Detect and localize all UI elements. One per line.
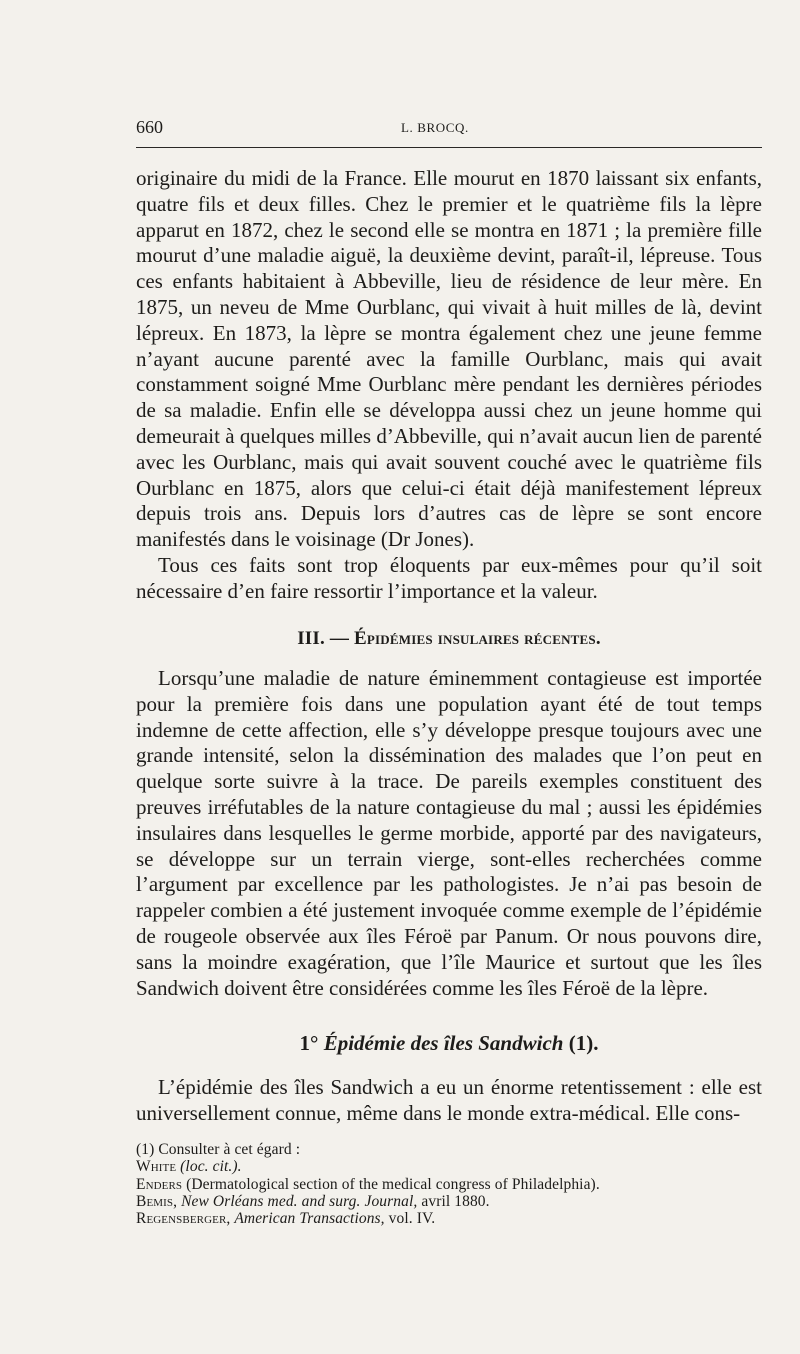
footnote-line-4 <box>136 1193 762 1210</box>
body-paragraph-conclusion: Tous ces faits sont trop éloquents par eux-mêmes pour qu’il soit nécessaire d’en faire ressortir l’importance et la valeur. <box>136 552 762 603</box>
footnote-line-5 <box>136 1210 762 1227</box>
subsection-title: Épidémie des îles Sandwich <box>323 1031 564 1055</box>
main-text-middle <box>136 666 762 1001</box>
page-header <box>136 117 762 148</box>
subsection-number: 1° <box>299 1031 319 1055</box>
footnote-author: White <box>136 1158 177 1176</box>
footnote-date: avril 1880. <box>421 1192 490 1210</box>
footnote-author: Regensberger, <box>136 1210 231 1228</box>
body-paragraph-sandwich-islands: L’épidémie des îles Sandwich a eu un énorme retentissement : elle est universellement connue, même dans le monde extra-médical. Elle cons- <box>136 1075 762 1125</box>
footnote-volume: vol. IV. <box>388 1210 436 1228</box>
footnote-reference-text: (loc. cit.). <box>180 1158 242 1176</box>
body-paragraph-island-epidemics: Lorsqu’une maladie de nature éminemment contagieuse est importée pour la première fois dans une population ayant été de tout temps indemne de cette affection, elle s’y développe presque toujours avec une grande intensité, selon la dissémination des malades que l’on peut en quelque sorte suivre à la trace. De pareils exemples constituent des preuves irréfutables de la nature contagieuse du mal ; aussi les épidémies insulaires dans lesquelles le germe morbide, apporté par des navigateurs, se développe sur un terrain vierge, sont-elles recherchées comme l’argument par excellence par les pathologistes. Je n’ai pas besoin de rappeler combien a été justement invoquée comme exemple de l’épidémie de rougeole observée aux îles Féroë par Panum. Or nous pouvons dire, sans la moindre exagération, que l’île Maurice et surtout que les îles Sandwich doivent être considérées comme les îles Féroë de la lèpre. <box>136 666 762 1000</box>
footnote-journal: New Orléans med. and surg. Journal, <box>181 1192 418 1210</box>
section-heading: III. — Épidémies insulaires récentes. <box>297 628 601 649</box>
running-head: L. BROCQ. <box>401 120 469 135</box>
body-paragraph-continued: originaire du midi de la France. Elle mourut en 1870 laissant six enfants, quatre fils et deux filles. Chez le premier et le quatrième fils la lèpre apparut en 1872, chez le second elle se montra en 1871 ; la première fille mourut d’une maladie aiguë, la deuxième devint, paraît-il, lépreuse. Tous ces enfants habitaient à Abbeville, lieu de résidence de leur mère. En 1875, un neveu de Mme Ourblanc, qui vivait à huit milles de là, devint lépreux. En 1873, la lèpre se montra également chez une jeune femme n’ayant aucune parenté avec la famille Ourblanc, mais qui avait constamment soigné Mme Ourblanc mère pendant les dernières périodes de sa maladie. Enfin elle se développa aussi chez un jeune homme qui demeurait à quelques milles d’Abbeville, qui n’avait aucun lien de parenté avec les Ourblanc, mais qui avait souvent couché avec le quatrième fils Ourblanc en 1875, alors que celui-ci était déjà manifestement lépreux depuis trois ans. Depuis lors d’autres cas de lèpre se sont encore manifestés dans le voisinage (Dr Jones). <box>136 166 762 552</box>
footnote-author: Enders <box>136 1175 183 1193</box>
footnote-author: Bemis, <box>136 1192 178 1210</box>
page-number: 660 <box>136 117 163 137</box>
footnote-line-1: (1) Consulter à cet égard : <box>136 1141 301 1158</box>
footnote-reference: (1). <box>568 1031 599 1055</box>
footnote-journal: American Transactions, <box>234 1210 385 1228</box>
subsection-heading <box>136 1031 762 1056</box>
footnote-line-2 <box>136 1158 762 1175</box>
main-text-top <box>136 166 762 605</box>
footnote-reference-text: (Dermatological section of the medical congress of Philadelphia). <box>186 1175 600 1193</box>
footnotes <box>136 1141 762 1227</box>
main-text-bottom <box>136 1075 762 1127</box>
footnote-line-3 <box>136 1176 762 1193</box>
